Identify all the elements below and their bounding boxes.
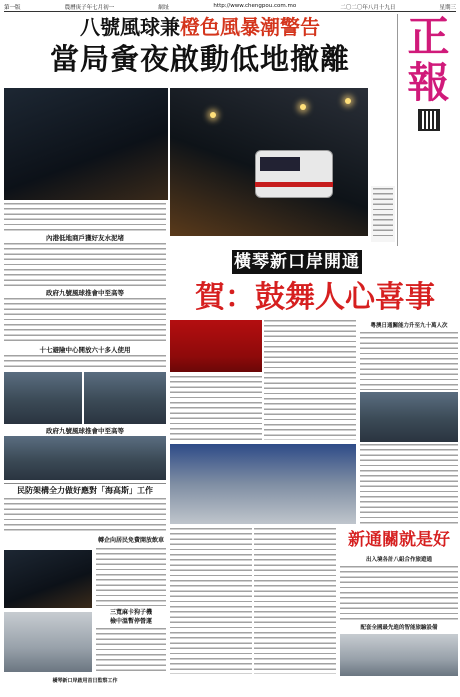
side-note-box (371, 186, 395, 242)
top-bar (4, 3, 456, 12)
logo-top-char: 正 (407, 12, 450, 61)
article-body (4, 203, 166, 233)
left-lower-head-3: 三寬麻卡狗子機 (109, 609, 152, 616)
photo-shelter (4, 372, 82, 424)
article-body (4, 298, 166, 344)
article-body (264, 320, 356, 440)
street-lamp-icon (210, 112, 216, 118)
subhead-3: 十七避險中心開放六十多人使用 (39, 346, 131, 354)
article-body (360, 444, 458, 524)
kicker-orange: 橙色風暴潮警告 (180, 15, 320, 39)
article-body (360, 332, 458, 390)
right-head-5: 出入境各計八組合作旅遊通 (365, 557, 432, 563)
right-head-6: 配套全國最先進的智能旅驗設備 (360, 625, 438, 631)
photo-port-gate (170, 444, 356, 524)
photo-shelter (84, 372, 166, 424)
photo-officials (360, 392, 458, 442)
article-body (4, 355, 166, 369)
divider (4, 483, 166, 484)
kicker-black: 八號風球兼 (80, 15, 180, 39)
website-url[interactable]: http://www.chengpou.com.mo (213, 3, 297, 9)
left-lower-head-1: 民防架構全力做好應對「海高斯」工作 (17, 486, 153, 495)
photo-operation-room (4, 550, 92, 608)
article-body (254, 528, 336, 674)
main-headline: 當局夤夜啟動低地撤離 (49, 42, 350, 76)
banner-black: 橫琴新口岸開通 (234, 252, 360, 272)
weekday: 星期三 (439, 5, 456, 11)
van-stripe (255, 182, 333, 187)
photo-ceremony-stage (170, 320, 262, 372)
article-body (170, 376, 262, 440)
article-body (96, 628, 166, 674)
street-lamp-icon (300, 104, 306, 110)
article-body (4, 243, 166, 287)
issue-date: 二〇二〇年八月十九日 (340, 5, 396, 11)
right-head-1: 粵澳日通關能力升至九十萬人次 (370, 323, 448, 329)
police-van-shape (255, 150, 333, 198)
subhead-4: 政府九號風球推會中至高等 (46, 427, 124, 435)
masthead (397, 14, 456, 246)
banner-red-headline: 賀：鼓舞人心喜事 (195, 280, 435, 315)
left-lower-head-4: 檢中溫暫停營運 (109, 618, 152, 625)
lunar-date: 農曆庚子年七月初一 (64, 5, 115, 11)
street-lamp-icon (345, 98, 351, 104)
subhead-1: 內港低地商戶獲好友水泥堵 (46, 234, 124, 242)
logo-bottom-char: 報 (407, 58, 450, 107)
photo-hall (4, 612, 92, 672)
left-lower-head-5: 橫琴新口岸啟用首日監察工作 (52, 678, 118, 684)
right-head-4: 新通關就是好 (348, 530, 450, 550)
article-body (340, 566, 458, 622)
website-label: 網址 (158, 5, 170, 11)
subhead-2: 政府九號風球推會中至高等 (46, 289, 124, 297)
section-label: 第一版 (4, 5, 21, 11)
left-lower-head-2: 轉企向居民免費開放飲車 (97, 537, 164, 544)
article-body (4, 498, 166, 534)
photo-night-street (4, 88, 168, 200)
photo-checkpoint (340, 634, 458, 676)
article-body (170, 528, 252, 674)
photo-workers (4, 436, 166, 480)
kicker-headline (6, 14, 394, 40)
qr-code-icon[interactable] (418, 109, 440, 131)
article-body (96, 548, 166, 606)
